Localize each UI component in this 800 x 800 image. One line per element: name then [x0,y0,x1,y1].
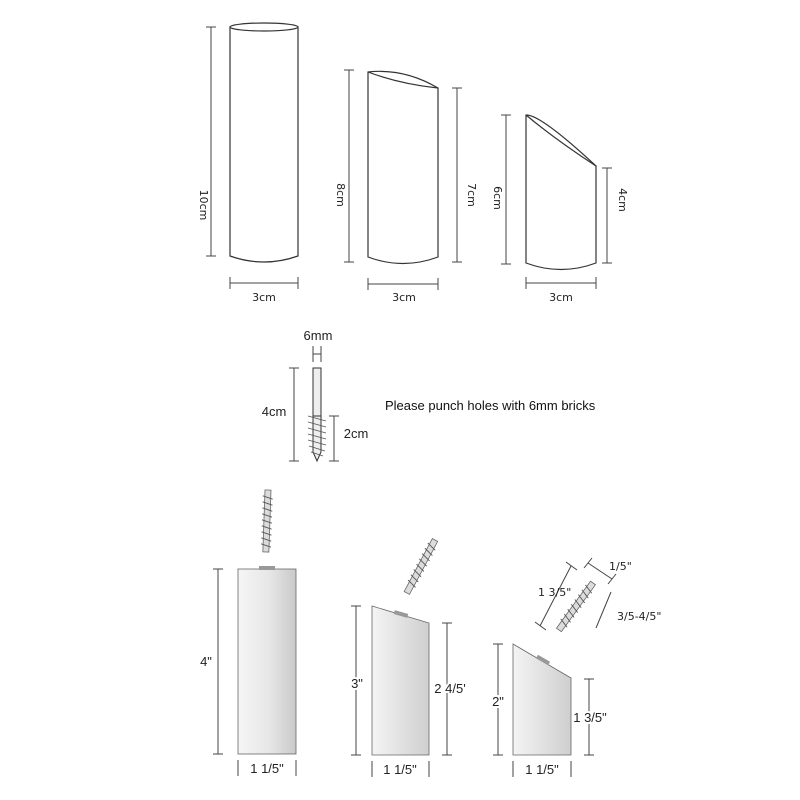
metric-medium-width-label: 3cm [392,291,416,304]
imperial-screw-head-label: 1/5" [609,560,632,573]
imperial-medium-right-height-label: 2 4/5' [434,681,466,696]
imperial-medium-right-height-dimension [434,623,465,755]
metric-medium-right-height-label: 7cm [465,183,478,207]
screw-diameter-label: 6mm [303,328,333,343]
imperial-screw-length-label: 1 3/5" [538,586,572,599]
screw-thread-label: 2cm [343,426,369,441]
imperial-short-right-height-label: 1 3/5" [573,710,607,725]
metric-medium-left-height-label: 8cm [334,183,347,207]
installation-note: Please punch holes with 6mm bricks [385,398,596,413]
metric-short-width-label: 3cm [549,291,573,304]
imperial-medium-width-dimension [372,761,429,777]
metric-short-right-height-label: 4cm [616,188,629,212]
metric-tall-height-label: 10cm [197,189,210,221]
metric-short-width-dimension [526,277,596,304]
metric-medium-width-dimension [368,278,438,304]
imperial-tall-block [238,566,296,754]
imperial-tall-screw-icon [261,490,273,552]
metric-medium-cylinder [368,71,438,263]
screw-diameter-dimension [304,328,333,362]
metric-short-left-height-label: 6cm [491,186,504,210]
imperial-medium-block [372,606,429,755]
metric-tall-width-dimension [230,277,298,304]
imperial-tall-height-dimension [200,569,223,754]
imperial-screw-thread-dimension [596,592,661,628]
metric-short-left-height-dimension [491,115,511,264]
imperial-short-width-label: 1 1/5" [525,762,559,777]
imperial-tall-width-dimension [238,760,296,776]
metric-tall-height-dimension [197,27,216,256]
screw-length-label: 4cm [261,404,287,419]
metric-medium-left-height-dimension [334,70,354,262]
imperial-tall-height-label: 4" [200,654,212,669]
imperial-medium-width-label: 1 1/5" [383,762,417,777]
screw-thread-dimension [329,416,368,461]
imperial-screw-length-dimension [535,562,577,630]
imperial-medium-left-height-dimension [351,606,363,755]
imperial-screw-thread-label: 3/5-4/5" [617,610,662,623]
imperial-short-right-height-dimension [573,679,607,755]
imperial-short-left-height-dimension [492,644,504,755]
imperial-medium-screw-icon [402,538,439,596]
metric-tall-width-label: 3cm [252,291,276,304]
metric-short-right-height-dimension [602,168,629,263]
screw-icon [308,368,326,461]
imperial-medium-left-height-label: 3" [351,676,363,691]
imperial-short-width-dimension [513,761,571,777]
imperial-short-block [513,644,571,755]
imperial-short-left-height-label: 2" [492,694,504,709]
imperial-screw-head-dimension [584,558,632,584]
metric-tall-cylinder [230,23,298,262]
metric-short-cylinder [526,115,596,270]
metric-medium-right-height-dimension [452,88,478,262]
screw-length-dimension [262,368,299,461]
imperial-tall-width-label: 1 1/5" [250,761,284,776]
